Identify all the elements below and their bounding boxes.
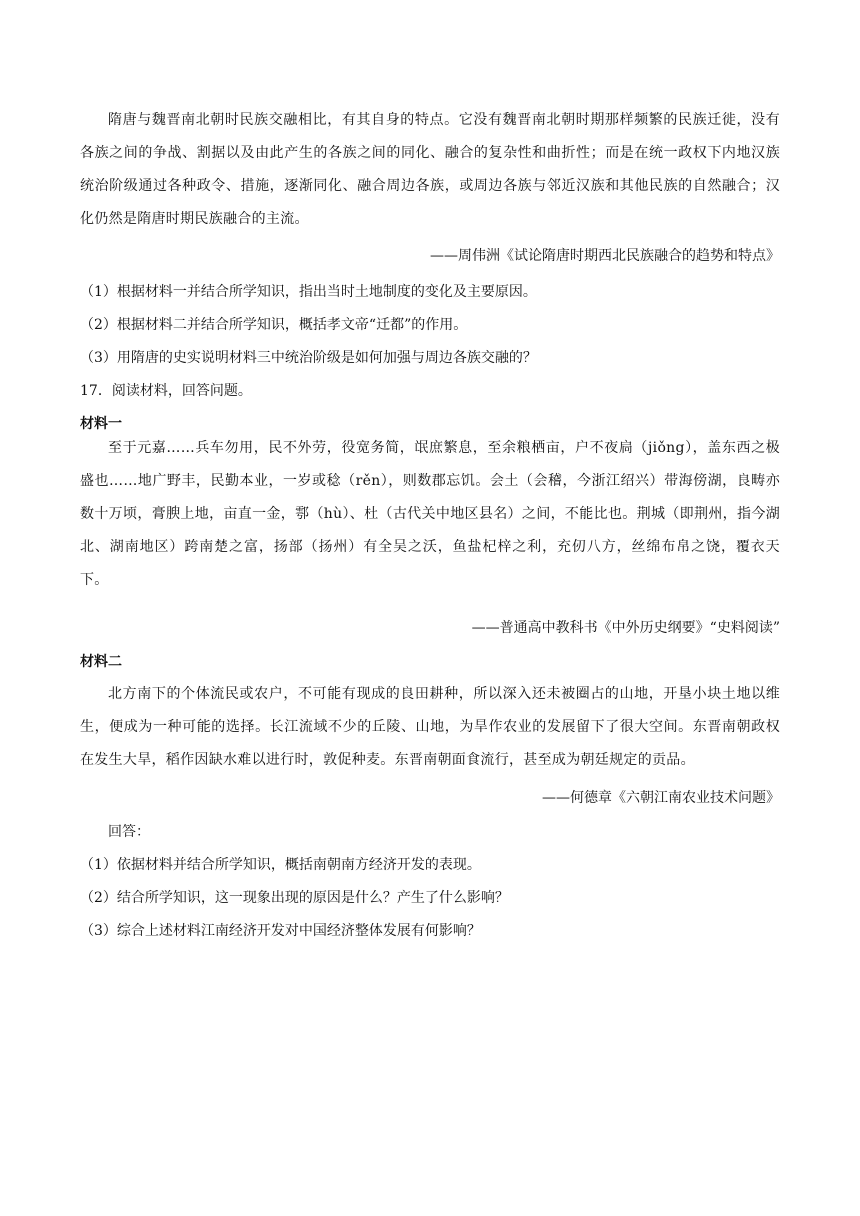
answer-label: 回答： [108,824,150,840]
material2-heading: 材料二 [80,654,122,670]
material1-paragraph: 至于元嘉……兵车勿用，民不外劳，役宽务简，氓庶繁息，至余粮栖亩，户不夜扃（jiǒng），盖东西之极盛也……地广野丰，民勤本业，一岁或稔（rěn），则数郡忘饥。会土（会稽，今浙江绍兴）带海傍湖，良畴亦数十万顷，膏腴上地，亩直一金，鄠（hù）、杜（古代关中地区县名）之间，不能比也。荆城（即荆州，指今湖北、湖南地区）跨南楚之富，扬部（扬州）有全吴之沃，鱼盐杞梓之利，充仞八方，丝绵布帛之饶，覆衣天下。 [80,440,780,588]
q17-item-2: （2）结合所学知识，这一现象出现的原因是什么？产生了什么影响？ [80,890,509,906]
q17-item-1: （1）依据材料并结合所学知识，概括南朝南方经济开发的表现。 [80,857,481,873]
material2-source: ——何德章《六朝江南农业技术问题》 [542,790,780,806]
q17-item-3: （3）综合上述材料江南经济开发对中国经济整体发展有何影响？ [80,923,481,939]
q17-title: 17．阅读材料，回答问题。 [80,383,252,399]
material1-body [80,432,780,597]
q16-item-3: （3）用隋唐的史实说明材料三中统治阶级是如何加强与周边各族交融的？ [80,350,537,366]
q16-item-2: （2）根据材料二并结合所学知识，概括孝文帝“迁都”的作用。 [80,317,468,333]
material1-source: ——普通高中教科书《中外历史纲要》“史料阅读” [471,620,780,636]
material1-heading: 材料一 [80,416,122,432]
intro-source: ——周伟洲《试论隋唐时期西北民族融合的趋势和特点》 [430,248,780,264]
intro-paragraph: 隋唐与魏晋南北朝时民族交融相比，有其自身的特点。它没有魏晋南北朝时期那样频繁的民族迁徙，没有各族之间的争战、割据以及由此产生的各族之间的同化、融合的复杂性和曲折性；而是在统一政权下内地汉族统治阶级通过各种政令、措施，逐渐同化、融合周边各族，或周边各族与邻近汉族和其他民族的自然融合；汉化仍然是隋唐时期民族融合的主流。 [80,112,780,227]
intro-material [80,104,780,236]
material2-body [80,678,780,777]
q16-item-1: （1）根据材料一并结合所学知识，指出当时土地制度的变化及主要原因。 [80,284,537,300]
material2-paragraph: 北方南下的个体流民或农户，不可能有现成的良田耕种，所以深入还未被圈占的山地，开垦小块土地以维生，便成为一种可能的选择。长江流域不少的丘陵、山地，为旱作农业的发展留下了很大空间。东晋南朝政权在发生大旱，稻作因缺水难以进行时，敦促种麦。东晋南朝面食流行，甚至成为朝廷规定的贡品。 [80,686,780,768]
